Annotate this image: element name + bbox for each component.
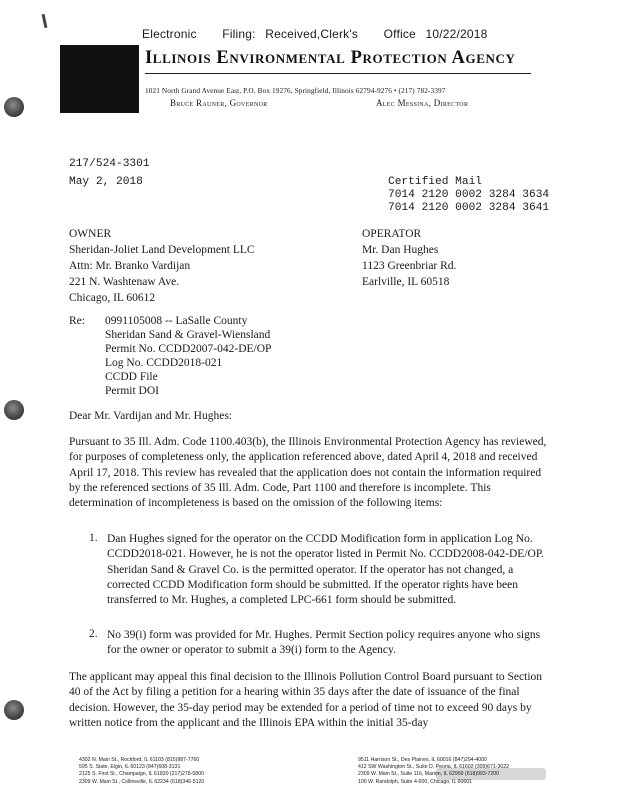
- binder-hole-middle: [4, 400, 24, 420]
- item-text-1: Dan Hughes signed for the operator on the CCDD Modification form in application Log No. CCDD2018-021. However, he is not the operator listed in Permit No. CCDD2008-042-DE/OP. Sheridan Sand & Gravel Co. is the permitted operator. If the operator has not changed, a corrected CCDD Modification form should be submitted. If the operator rights have been transferred to Mr. Hughes, a completed LPC-661 form should be submitted.: [107, 533, 544, 607]
- filing-stamp-word-office: Office: [383, 27, 416, 41]
- owner-line-2: Attn: Mr. Branko Vardijan: [69, 260, 191, 272]
- footer-left: [79, 757, 204, 786]
- filing-stamp-word-electronic: Electronic: [142, 27, 197, 41]
- certified-mail-number-2: 7014 2120 0002 3284 3641: [388, 202, 550, 214]
- footer-left-line-4: 2309 W. Main St., Collinsville, IL 62234 (618)346-5120: [79, 778, 205, 785]
- re-label: Re:: [69, 315, 85, 327]
- scan-mark: [42, 14, 48, 28]
- binder-hole-top: [4, 97, 24, 117]
- certified-mail-number-1: 7014 2120 0002 3284 3634: [388, 189, 550, 201]
- governor-name: Bruce Rauner, Governor: [170, 98, 268, 108]
- re-line-2: Sheridan Sand & Gravel-Wiensland: [105, 329, 271, 341]
- item-number-1: 1.: [89, 532, 98, 544]
- scan-smudge: [436, 768, 546, 780]
- footer-left-line-3: 2125 S. First St., Champaign, IL 61820 (217)278-5800: [79, 771, 204, 778]
- agency-address: 1021 North Grand Avenue East, P.O. Box 19276, Springfield, Illinois 62794-9276 • (217) 782-3397: [145, 86, 446, 95]
- footer-left-line-2: 595 S. State, Elgin, IL 60123 (847)608-3131: [79, 764, 181, 771]
- paragraph-incompleteness: Pursuant to 35 Ill. Adm. Code 1100.403(b), the Illinois Environmental Protection Agency has reviewed, for purposes of completeness only, the application referenced above, dated April 4, 2018 and received April 17, 2018. This review has revealed that the application does not contain the information required by the referenced sections of 35 Ill. Adm. Code, Part 1100 and therefore is incomplete. This determination of incompleteness is based on the omission of the following items:: [69, 436, 547, 510]
- re-line-1: 0991105008 -- LaSalle County: [105, 315, 248, 327]
- agency-name: Illinois Environmental Protection Agency: [145, 48, 516, 68]
- item-text-2: No 39(i) form was provided for Mr. Hughes. Permit Section policy requires anyone who signs for the owner or operator to submit a 39(i) form to the Agency.: [107, 629, 541, 657]
- owner-heading: OWNER: [69, 228, 112, 240]
- operator-line-3: Earlville, IL 60518: [362, 276, 450, 288]
- re-line-3: Permit No. CCDD2007-042-DE/OP: [105, 343, 272, 355]
- footer-right-line-4: 100 W. Randolph, Suite 4-500, Chicago, IL 60601: [358, 778, 473, 785]
- footer-right-line-3: 2309 W. Main St., Suite 116, Marion, IL 62959 (618)993-7200: [358, 771, 500, 778]
- director-name: Alec Messina, Director: [376, 98, 469, 108]
- filing-stamp-word-filing: Filing:: [222, 27, 256, 41]
- salutation: Dear Mr. Vardijan and Mr. Hughes:: [69, 410, 232, 422]
- phone-number: 217/524-3301: [69, 158, 150, 170]
- re-line-4: Log No. CCDD2018-021: [105, 357, 223, 369]
- agency-logo: [60, 45, 139, 113]
- paragraph-appeal: The applicant may appeal this final decision to the Illinois Pollution Control Board pursuant to Section 40 of the Act by filing a petition for a hearing within 35 days after the date of issuance of the final decision. However, the 35-day period may be extended for a period of time not to exceed 90 days by written notice from the applicant and the Illinois EPA within the initial 35-day: [69, 671, 543, 729]
- binder-hole-bottom: [4, 700, 24, 720]
- owner-line-1: Sheridan-Joliet Land Development LLC: [69, 244, 255, 256]
- owner-line-3: 221 N. Washtenaw Ave.: [69, 276, 180, 288]
- item-number-2: 2.: [89, 628, 98, 640]
- letterhead-rule: [145, 73, 531, 74]
- footer-right-line-2: 412 SW Washington St., Suite D, Peoria, IL 61602 (309)671-3022: [358, 764, 510, 771]
- filing-stamp: [142, 27, 488, 41]
- footer-left-line-1: 4302 N. Main St., Rockford, IL 61103 (815)987-7760: [79, 757, 200, 763]
- operator-line-2: 1123 Greenbriar Rd.: [362, 260, 457, 272]
- operator-heading: OPERATOR: [362, 228, 422, 240]
- certified-mail-label: Certified Mail: [388, 176, 482, 188]
- filing-stamp-date: 10/22/2018: [425, 27, 488, 41]
- letterhead-officials: [170, 98, 470, 108]
- re-line-5: CCDD File: [105, 371, 158, 383]
- footer-right-line-1: 9511 Harrison St., Des Plaines, IL 60016 (847)294-4000: [358, 757, 487, 763]
- filing-stamp-word-received: Received,Clerk's: [265, 27, 359, 41]
- operator-line-1: Mr. Dan Hughes: [362, 244, 439, 256]
- re-line-6: Permit DOI: [105, 385, 159, 397]
- owner-line-4: Chicago, IL 60612: [69, 292, 156, 304]
- letter-date: May 2, 2018: [69, 176, 143, 188]
